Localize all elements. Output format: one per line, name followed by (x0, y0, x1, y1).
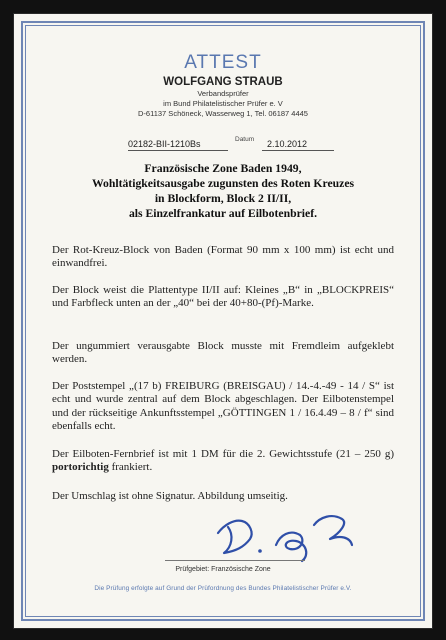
examiner-name: WOLFGANG STRAUB (163, 76, 283, 88)
subject-heading (30, 161, 416, 221)
certificate-number: 02182-BII-1210Bs (128, 139, 201, 149)
footer-note: Die Prüfung erfolgte auf Grund der Prüfordnung des Bundes Philatelistischer Prüfer e.V. (94, 585, 352, 592)
paragraph-plate-type: Der Block weist die Plattentype II/II auf: Kleines „B“ in „BLOCKPREIS“ und Farbfleck unten an der „40“ bei der 40+80-(Pf)-Marke. (52, 284, 394, 310)
subject-line: als Einzelfrankatur auf Eilbotenbrief. (128, 207, 318, 220)
paragraph-signature-note: Der Umschlag ist ohne Signatur. Abbildung umseitig. (52, 490, 288, 502)
paragraph-condition: Der Rot-Kreuz-Block von Baden (Format 90 mm x 100 mm) ist echt und einwandfrei. (52, 244, 394, 270)
paragraph-postmarks: Der Poststempel „(17 b) FREIBURG (BREISGAU) / 14.-4.-49 - 14 / S“ ist echt und wurde zentral auf dem Block abgeschlagen. Der Eilbotenstempel und der rückseitige Ankunftsstempel „GÖTTINGEN 1 / 16.4.49 – 8 / f“ sind ebenfalls echt. (52, 380, 394, 433)
paragraph-postage (52, 448, 394, 475)
exam-area: Prüfgebiet: Französische Zone (175, 566, 271, 573)
subject-line: Wohltätigkeitsausgabe zugunsten des Roten Kreuzes (91, 177, 355, 190)
subject-line: in Blockform, Block 2 II/II, (154, 192, 292, 205)
examiner-role: Verbandsprüfer (197, 89, 249, 98)
certificate-reference (128, 136, 348, 152)
date-label: Datum (235, 136, 255, 143)
signature-line (165, 560, 305, 561)
postage-correct: portorichtig (52, 461, 109, 474)
certificate-date: 2.10.2012 (267, 139, 308, 149)
paragraph-gum: Der ungummiert verausgabte Block musste mit Fremdleim aufgeklebt werden. (52, 340, 394, 366)
examiner-association: im Bund Philatelistischer Prüfer e. V (163, 99, 283, 108)
examiner-signature (210, 505, 360, 565)
date-underline (262, 150, 334, 151)
certificate-number-underline (128, 150, 228, 151)
certificate-header (0, 52, 446, 119)
postage-text: Der Eilboten-Fernbrief ist mit 1 DM für die 2. Gewichtsstufe (21 – 250 g) (52, 448, 394, 460)
attest-title: ATTEST (184, 52, 262, 73)
examiner-address: D-61137 Schöneck, Wasserweg 1, Tel. 06187 4445 (138, 109, 308, 118)
subject-line: Französische Zone Baden 1949, (144, 162, 302, 175)
postage-text-end: frankiert. (108, 461, 153, 474)
